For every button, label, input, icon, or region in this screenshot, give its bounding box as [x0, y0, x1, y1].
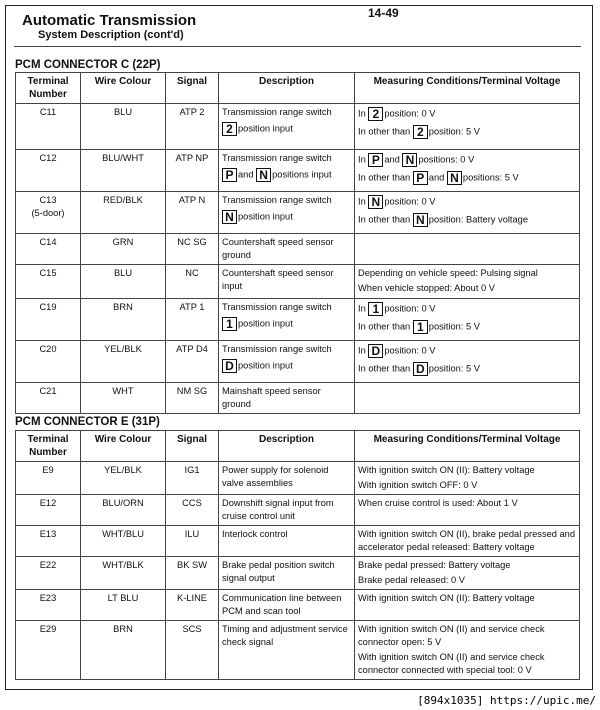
table-row [16, 383, 580, 414]
terminal-cell [16, 150, 81, 192]
table-row [16, 341, 580, 383]
signal-name: ATP NP [175, 153, 209, 163]
description-text: Countershaft speed sensor ground [222, 237, 334, 260]
signal-cell [166, 590, 219, 621]
description-text: Transmission range switch [222, 107, 332, 117]
wire-colour: WHT/BLU [102, 529, 144, 539]
description-line [222, 528, 351, 541]
terminal-number: E13 [39, 529, 57, 539]
terminal-number: C13 [39, 195, 57, 205]
position-symbol-box: N [256, 168, 271, 182]
terminal-cell [16, 265, 81, 299]
wire-colour: RED/BLK [103, 195, 143, 205]
wire-colour-cell [81, 557, 166, 590]
wire-colour: BLU [113, 268, 133, 278]
measuring-line [358, 528, 576, 554]
wire-colour-cell [81, 192, 166, 234]
terminal-number: C19 [39, 302, 57, 312]
signal-cell [166, 234, 219, 265]
measuring-text: position: 5 V [428, 363, 480, 374]
wire-colour-cell [81, 621, 166, 680]
header-divider [14, 46, 581, 47]
wire-colour: BRN [113, 624, 133, 634]
wire-colour: BLU/ORN [102, 498, 144, 508]
measuring-cell [355, 299, 580, 341]
wire-colour-cell [81, 299, 166, 341]
measuring-cell [355, 590, 580, 621]
position-symbol-box: 2 [413, 125, 428, 139]
signal-name: ATP D4 [176, 344, 208, 354]
measuring-line [358, 479, 576, 492]
measuring-text: position: 0 V [384, 196, 436, 207]
signal-name: IG1 [184, 465, 200, 475]
wire-colour: YEL/BLK [104, 465, 142, 475]
description-text: Downshift signal input from cruise control unit [222, 498, 334, 521]
page-number: 14-49 [368, 6, 399, 20]
signal-name: SCS [182, 624, 202, 634]
wire-colour: WHT/BLK [102, 560, 144, 570]
measuring-line [358, 152, 576, 168]
position-symbol-box: D [413, 362, 428, 376]
measuring-text: position: Battery voltage [428, 214, 529, 225]
terminal-cell [16, 299, 81, 341]
col-header-description: Description [219, 431, 355, 462]
measuring-cell [355, 265, 580, 299]
terminal-cell [16, 526, 81, 557]
measuring-text: In [358, 345, 369, 356]
position-symbol-box: P [413, 171, 428, 185]
description-cell [219, 462, 355, 495]
table-row [16, 299, 580, 341]
terminal-number: C15 [39, 268, 57, 278]
description-text: and [238, 169, 257, 180]
description-line [222, 623, 351, 649]
description-cell [219, 590, 355, 621]
table-row [16, 265, 580, 299]
description-text: position input [238, 318, 293, 329]
page-title: Automatic Transmission [22, 12, 197, 29]
col-header-signal: Signal [166, 73, 219, 104]
description-cell [219, 299, 355, 341]
terminal-number: C21 [39, 386, 57, 396]
measuring-line [358, 282, 576, 295]
terminal-number: E22 [39, 560, 57, 570]
measuring-text: With ignition switch ON (II), brake pedal pressed and accelerator pedal released: Battery voltage [358, 529, 576, 552]
description-text: Interlock control [222, 529, 288, 539]
description-line [222, 121, 351, 137]
wire-colour: BRN [113, 302, 133, 312]
measuring-cell [355, 495, 580, 526]
description-text: Transmission range switch [222, 195, 332, 205]
description-line [222, 385, 351, 411]
measuring-line [358, 651, 576, 677]
wire-colour-cell [81, 590, 166, 621]
terminal-cell [16, 234, 81, 265]
table-row [16, 495, 580, 526]
col-header-wire: Wire Colour [81, 431, 166, 462]
wire-colour: WHT [112, 386, 134, 396]
measuring-text: In other than [358, 126, 413, 137]
description-line [222, 267, 351, 293]
position-symbol-box: 2 [368, 107, 383, 121]
description-cell [219, 150, 355, 192]
col-header-description: Description [219, 73, 355, 104]
terminal-number: E9 [42, 465, 54, 475]
description-text: Mainshaft speed sensor ground [222, 386, 321, 409]
description-line [222, 209, 351, 225]
signal-cell [166, 265, 219, 299]
measuring-text: In [358, 108, 369, 119]
table-row [16, 192, 580, 234]
connector-c-title: PCM CONNECTOR C (22P) [15, 59, 161, 71]
table-row [16, 590, 580, 621]
measuring-line [358, 497, 576, 510]
signal-name: K-LINE [177, 593, 207, 603]
signal-cell [166, 526, 219, 557]
connector-e-title: PCM CONNECTOR E (31P) [15, 416, 160, 428]
terminal-cell [16, 495, 81, 526]
terminal-cell [16, 341, 81, 383]
description-line [222, 194, 351, 207]
measuring-text: and [384, 154, 403, 165]
description-cell [219, 383, 355, 414]
description-cell [219, 526, 355, 557]
measuring-cell [355, 192, 580, 234]
description-cell [219, 104, 355, 150]
signal-cell [166, 621, 219, 680]
wire-colour: BLU [113, 107, 133, 117]
signal-cell [166, 192, 219, 234]
description-line [222, 343, 351, 356]
measuring-line [358, 194, 576, 210]
signal-name: NC SG [177, 237, 207, 247]
signal-cell [166, 150, 219, 192]
watermark: [894x1035] https://upic.me/ [417, 694, 596, 707]
description-line [222, 301, 351, 314]
description-line [222, 152, 351, 165]
wire-colour-cell [81, 341, 166, 383]
terminal-number: E29 [39, 624, 57, 634]
description-cell [219, 192, 355, 234]
measuring-text: In other than [358, 321, 413, 332]
wire-colour-cell [81, 234, 166, 265]
table-header-row [16, 431, 580, 462]
position-symbol-box: 2 [222, 122, 237, 136]
description-line [222, 358, 351, 374]
table-row [16, 526, 580, 557]
measuring-text: With ignition switch OFF: 0 V [358, 480, 478, 490]
measuring-text: In [358, 303, 369, 314]
description-text: position input [238, 211, 293, 222]
position-symbol-box: 1 [368, 302, 383, 316]
wire-colour: BLU/WHT [102, 153, 144, 163]
wire-colour-cell [81, 462, 166, 495]
measuring-text: Depending on vehicle speed: Pulsing signal [358, 268, 538, 278]
measuring-text: position: 5 V [428, 321, 480, 332]
terminal-cell [16, 621, 81, 680]
position-symbol-box: 1 [222, 317, 237, 331]
measuring-cell [355, 383, 580, 414]
table-row [16, 557, 580, 590]
signal-cell [166, 495, 219, 526]
wire-colour-cell [81, 383, 166, 414]
table-row [16, 621, 580, 680]
wire-colour: GRN [112, 237, 134, 247]
measuring-line [358, 592, 576, 605]
description-line [222, 497, 351, 523]
measuring-text: With ignition switch ON (II): Battery voltage [358, 465, 535, 475]
description-line [222, 592, 351, 618]
measuring-line [358, 212, 576, 228]
description-line [222, 464, 351, 490]
table-row [16, 104, 580, 150]
measuring-cell [355, 526, 580, 557]
measuring-line [358, 343, 576, 359]
col-header-measuring: Measuring Conditions/Terminal Voltage [355, 73, 580, 104]
measuring-cell [355, 557, 580, 590]
description-line [222, 167, 351, 183]
terminal-cell [16, 557, 81, 590]
measuring-text: When cruise control is used: About 1 V [358, 498, 518, 508]
description-cell [219, 557, 355, 590]
description-text: position input [238, 123, 293, 134]
measuring-line [358, 574, 576, 587]
measuring-text: In other than [358, 363, 413, 374]
terminal-cell [16, 462, 81, 495]
measuring-cell [355, 341, 580, 383]
wire-colour-cell [81, 526, 166, 557]
description-text: Power supply for solenoid valve assemblies [222, 465, 329, 488]
measuring-text: With ignition switch ON (II) and service check connector open: 5 V [358, 624, 545, 647]
position-symbol-box: N [402, 153, 417, 167]
table-row [16, 462, 580, 495]
signal-cell [166, 104, 219, 150]
wire-colour-cell [81, 495, 166, 526]
measuring-text: In other than [358, 214, 413, 225]
connector-c-table [15, 72, 580, 414]
signal-name: NM SG [176, 386, 208, 396]
measuring-text: positions: 5 V [462, 172, 519, 183]
description-text: position input [238, 360, 293, 371]
wire-colour-cell [81, 104, 166, 150]
signal-name: BK SW [177, 560, 207, 570]
wire-colour: YEL/BLK [104, 344, 142, 354]
col-header-signal: Signal [166, 431, 219, 462]
description-cell [219, 621, 355, 680]
terminal-cell [16, 590, 81, 621]
description-line [222, 316, 351, 332]
connector-e-table [15, 430, 580, 680]
measuring-line [358, 319, 576, 335]
wire-colour-cell [81, 150, 166, 192]
measuring-text: In [358, 154, 369, 165]
table-row [16, 150, 580, 192]
description-cell [219, 495, 355, 526]
col-header-wire: Wire Colour [81, 73, 166, 104]
signal-cell [166, 383, 219, 414]
terminal-note: (5-door) [31, 208, 65, 218]
description-text: Countershaft speed sensor input [222, 268, 334, 291]
position-symbol-box: D [222, 359, 237, 373]
measuring-line [358, 124, 576, 140]
col-header-measuring: Measuring Conditions/Terminal Voltage [355, 431, 580, 462]
page-subtitle: System Description (cont'd) [38, 29, 184, 41]
measuring-text: With ignition switch ON (II): Battery voltage [358, 593, 535, 603]
terminal-number: C11 [39, 107, 57, 117]
description-cell [219, 265, 355, 299]
measuring-text: In other than [358, 172, 413, 183]
signal-name: ATP 1 [179, 302, 205, 312]
measuring-line [358, 301, 576, 317]
terminal-number: E12 [39, 498, 57, 508]
position-symbol-box: N [222, 210, 237, 224]
measuring-line [358, 361, 576, 377]
measuring-line [358, 464, 576, 477]
description-text: Transmission range switch [222, 344, 332, 354]
position-symbol-box: D [368, 344, 383, 358]
signal-cell [166, 341, 219, 383]
description-line [222, 559, 351, 585]
description-text: Communication line between PCM and scan tool [222, 593, 342, 616]
position-symbol-box: P [368, 153, 383, 167]
position-symbol-box: 1 [413, 320, 428, 334]
measuring-text: position: 0 V [384, 108, 436, 119]
description-line [222, 236, 351, 262]
col-header-terminal: Terminal Number [16, 431, 81, 462]
wire-colour: LT BLU [107, 593, 139, 603]
measuring-text: In [358, 196, 369, 207]
measuring-line [358, 559, 576, 572]
signal-name: NC [185, 268, 199, 278]
table-header-row [16, 73, 580, 104]
description-cell [219, 234, 355, 265]
measuring-text: With ignition switch ON (II) and service check connector connected with special tool: 0 V [358, 652, 545, 675]
measuring-line [358, 267, 576, 280]
measuring-text: and [428, 172, 447, 183]
wire-colour-cell [81, 265, 166, 299]
terminal-cell [16, 383, 81, 414]
measuring-cell [355, 462, 580, 495]
description-text: Transmission range switch [222, 153, 332, 163]
signal-cell [166, 299, 219, 341]
measuring-line [358, 106, 576, 122]
signal-cell [166, 557, 219, 590]
measuring-text: positions: 0 V [418, 154, 475, 165]
terminal-cell [16, 192, 81, 234]
measuring-text: Brake pedal pressed: Battery voltage [358, 560, 511, 570]
description-text: Transmission range switch [222, 302, 332, 312]
terminal-number: C14 [39, 237, 57, 247]
position-symbol-box: N [447, 171, 462, 185]
description-line [222, 106, 351, 119]
measuring-text: When vehicle stopped: About 0 V [358, 283, 495, 293]
measuring-cell [355, 150, 580, 192]
measuring-line [358, 623, 576, 649]
measuring-cell [355, 104, 580, 150]
description-text: Brake pedal position switch signal output [222, 560, 335, 583]
description-text: Timing and adjustment service check signal [222, 624, 348, 647]
table-row [16, 234, 580, 265]
signal-name: ATP 2 [179, 107, 205, 117]
measuring-line [358, 170, 576, 186]
description-text: positions input [272, 169, 332, 180]
col-header-terminal: Terminal Number [16, 73, 81, 104]
signal-name: ILU [184, 529, 200, 539]
measuring-text: position: 5 V [428, 126, 480, 137]
description-cell [219, 341, 355, 383]
measuring-cell [355, 621, 580, 680]
position-symbol-box: P [222, 168, 237, 182]
measuring-text: Brake pedal released: 0 V [358, 575, 465, 585]
signal-name: ATP N [178, 195, 206, 205]
position-symbol-box: N [368, 195, 383, 209]
position-symbol-box: N [413, 213, 428, 227]
terminal-number: C12 [39, 153, 57, 163]
signal-cell [166, 462, 219, 495]
measuring-text: position: 0 V [384, 303, 436, 314]
measuring-cell [355, 234, 580, 265]
terminal-number: C20 [39, 344, 57, 354]
signal-name: CCS [182, 498, 202, 508]
measuring-text: position: 0 V [384, 345, 436, 356]
terminal-cell [16, 104, 81, 150]
terminal-number: E23 [39, 593, 57, 603]
